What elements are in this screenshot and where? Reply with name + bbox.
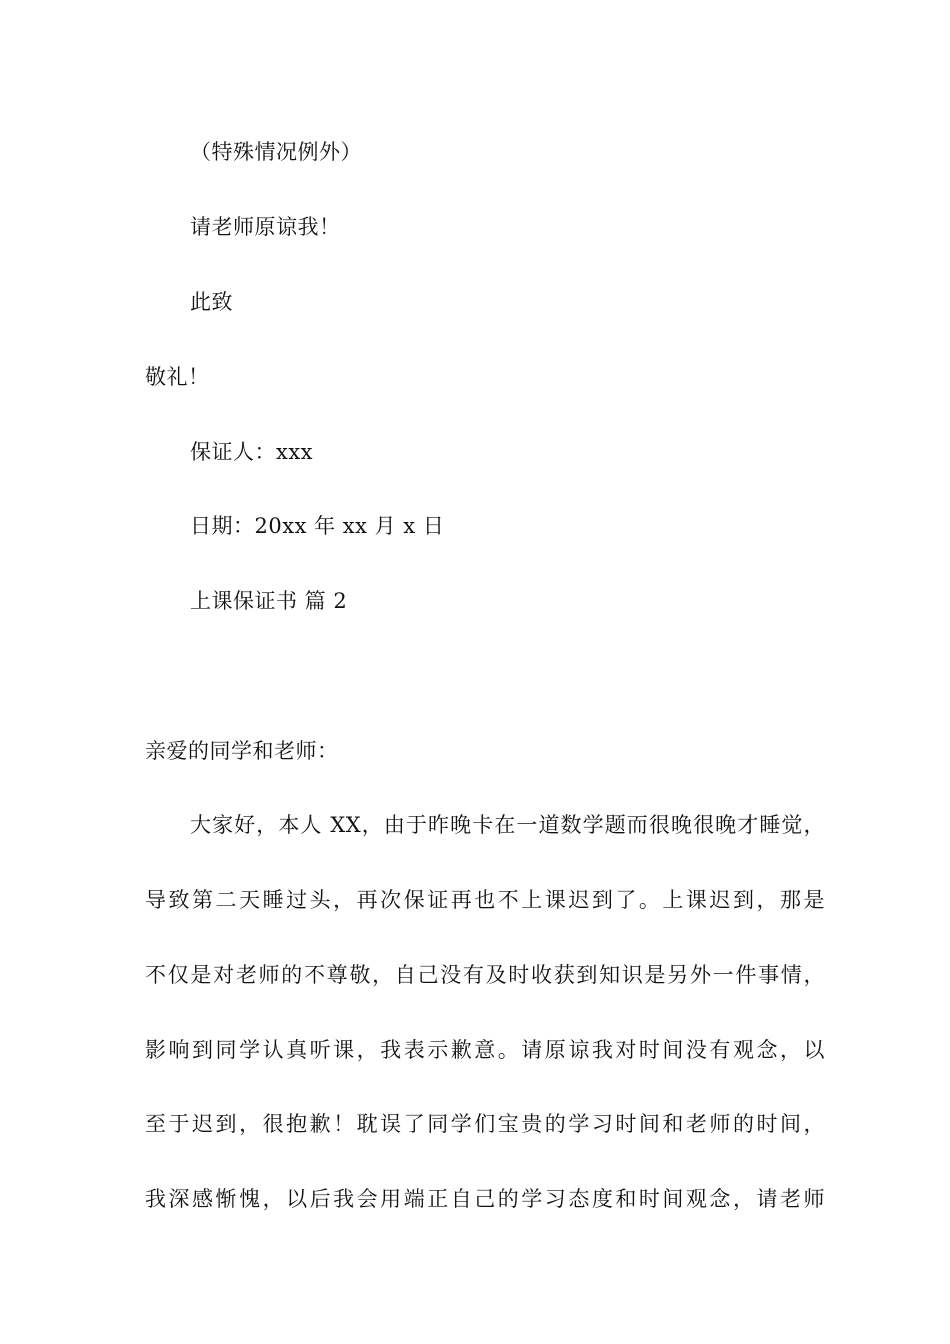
paragraph-line: 我深感惭愧，以后我会用端正自己的学习态度和时间观念，请老师 — [145, 1187, 825, 1211]
salute-line: 敬礼！ — [145, 365, 210, 389]
forgive-line: 请老师原谅我！ — [190, 215, 341, 239]
note-line: （特殊情况例外） — [190, 140, 362, 164]
paragraph-line: 导致第二天睡过头，再次保证再也不上课迟到了。上课迟到，那是 — [145, 888, 825, 912]
paragraph-line: 影响到同学认真听课，我表示歉意。请原谅我对时间没有观念，以 — [145, 1038, 825, 1062]
paragraph-line: 至于迟到，很抱歉！耽误了同学们宝贵的学习时间和老师的时间， — [145, 1112, 825, 1136]
closing-line: 此致 — [190, 290, 233, 314]
guarantor-line: 保证人：xxx — [190, 440, 314, 464]
paragraph-line: 不仅是对老师的不尊敬，自己没有及时收获到知识是另外一件事情， — [145, 963, 825, 987]
greeting-line: 亲爱的同学和老师： — [145, 739, 339, 763]
paragraph-line: 大家好，本人 XX，由于昨晚卡在一道数学题而很晚很晚才睡觉， — [190, 813, 825, 837]
date-line: 日期：20xx 年 xx 月 x 日 — [190, 514, 445, 538]
section-title: 上课保证书 篇 2 — [190, 589, 348, 613]
